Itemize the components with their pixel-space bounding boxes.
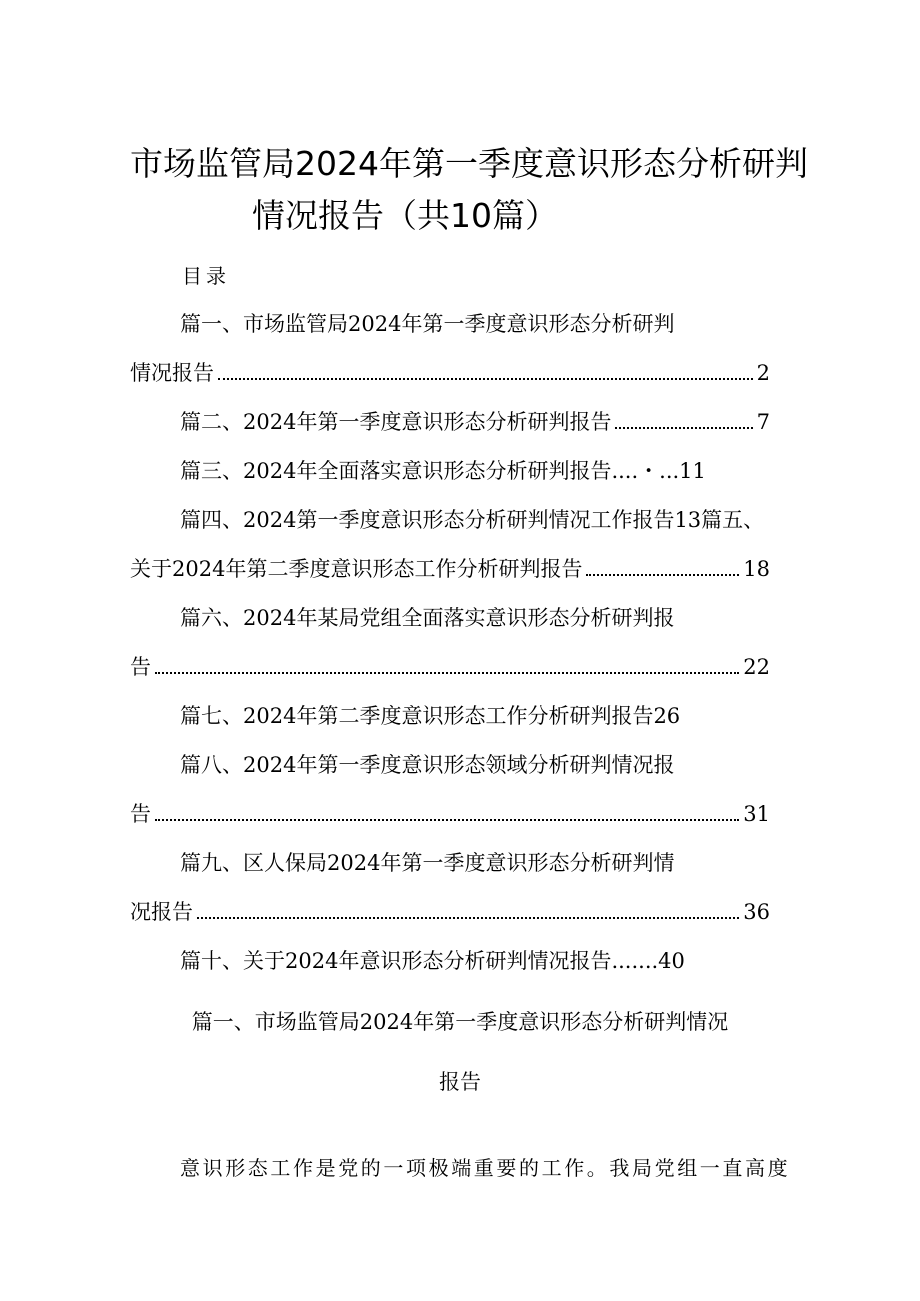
toc-entry-text: 篇十、关于2024年意识形态分析研判情况报告.......40 bbox=[180, 949, 685, 973]
toc-entry-text: 关于2024年第二季度意识形态工作分析研判报告 bbox=[130, 557, 583, 581]
toc-label: 目录 bbox=[182, 264, 230, 288]
toc-leader-dots bbox=[586, 574, 739, 576]
toc-entry-line bbox=[130, 594, 770, 643]
title-line-2: 情况报告（共10篇） bbox=[252, 196, 558, 235]
toc-leader-dots bbox=[197, 917, 739, 919]
toc-entry[interactable] bbox=[130, 594, 770, 692]
toc-page-number: 2 bbox=[756, 361, 770, 385]
section-heading bbox=[130, 992, 790, 1112]
toc-page-number: 36 bbox=[743, 900, 770, 924]
toc-entry-text: 篇四、2024第一季度意识形态分析研判情况工作报告13篇五、 bbox=[180, 508, 765, 532]
toc-entry-line bbox=[130, 839, 770, 888]
toc-entry-line bbox=[130, 937, 770, 986]
toc-entry[interactable] bbox=[130, 839, 770, 937]
toc-entry-line bbox=[130, 349, 770, 398]
toc-page-number: 7 bbox=[756, 410, 770, 434]
toc-page-number: 31 bbox=[743, 802, 770, 826]
body-paragraph: 意识形态工作是党的一项极端重要的工作。我局党组一直高度 bbox=[180, 1156, 791, 1180]
toc-entry-text: 告 bbox=[130, 802, 151, 826]
toc-entry-line bbox=[130, 398, 770, 447]
toc-entry[interactable] bbox=[130, 937, 770, 986]
toc-entry-line bbox=[130, 741, 770, 790]
toc-entry-text: 篇九、区人保局2024年第一季度意识形态分析研判情 bbox=[180, 851, 675, 875]
toc-entry-text: 篇一、市场监管局2024年第一季度意识形态分析研判 bbox=[180, 312, 675, 336]
section-heading-line-1: 篇一、市场监管局2024年第一季度意识形态分析研判情况 bbox=[191, 1010, 729, 1034]
title-line-1: 市场监管局2024年第一季度意识形态分析研判 bbox=[130, 144, 808, 183]
toc-entry-text: 篇七、2024年第二季度意识形态工作分析研判报告26 bbox=[180, 704, 681, 728]
toc-entry-line bbox=[130, 692, 770, 741]
toc-entry[interactable] bbox=[130, 300, 770, 398]
toc-leader-dots bbox=[155, 672, 739, 674]
toc-leader-dots bbox=[615, 427, 752, 429]
toc-entry-text: 况报告 bbox=[130, 900, 193, 924]
toc-entry-line bbox=[130, 545, 770, 594]
toc-entry-text: 告 bbox=[130, 655, 151, 679]
section-heading-line-2: 报告 bbox=[439, 1070, 481, 1094]
table-of-contents bbox=[130, 300, 770, 986]
toc-entry[interactable] bbox=[130, 741, 770, 839]
toc-entry-line bbox=[130, 888, 770, 937]
toc-entry[interactable] bbox=[130, 447, 770, 496]
document-title bbox=[130, 138, 810, 242]
toc-entry-text: 情况报告 bbox=[130, 361, 214, 385]
toc-entry[interactable] bbox=[130, 692, 770, 741]
toc-entry-line bbox=[130, 790, 770, 839]
toc-page-number: 18 bbox=[743, 557, 770, 581]
toc-entry-text: 篇八、2024年第一季度意识形态领域分析研判情况报 bbox=[180, 753, 675, 777]
toc-entry[interactable] bbox=[130, 398, 770, 447]
toc-page-number: 22 bbox=[743, 655, 770, 679]
toc-entry-text: 篇三、2024年全面落实意识形态分析研判报告....・...11 bbox=[180, 459, 706, 483]
toc-entry-line bbox=[130, 643, 770, 692]
toc-entry-line bbox=[130, 300, 770, 349]
toc-entry[interactable] bbox=[130, 496, 770, 594]
toc-entry-line bbox=[130, 447, 770, 496]
toc-leader-dots bbox=[155, 819, 739, 821]
toc-entry-line bbox=[130, 496, 770, 545]
toc-entry-text: 篇六、2024年某局党组全面落实意识形态分析研判报 bbox=[180, 606, 675, 630]
toc-leader-dots bbox=[218, 378, 753, 380]
toc-entry-text: 篇二、2024年第一季度意识形态分析研判报告 bbox=[180, 410, 612, 434]
